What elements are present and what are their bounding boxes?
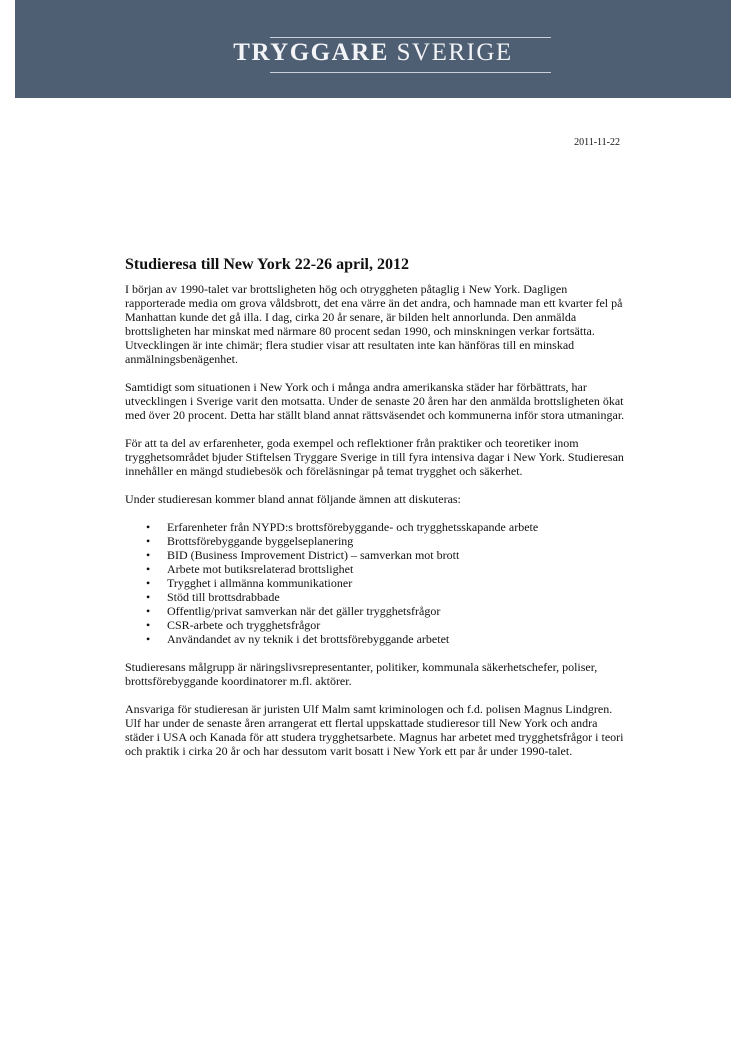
list-item xyxy=(146,548,625,562)
document-date: 2011-11-22 xyxy=(574,137,620,148)
header-banner xyxy=(15,0,731,98)
list-item-text: Stöd till brottsdrabbade xyxy=(167,590,280,604)
list-item-text: CSR-arbete och trygghetsfrågor xyxy=(167,618,321,632)
bullet-icon: • xyxy=(146,604,151,618)
list-item-text: BID (Business Improvement District) – samverkan mot brott xyxy=(167,548,460,562)
list-item xyxy=(146,618,625,632)
list-item xyxy=(146,604,625,618)
list-item xyxy=(146,520,625,534)
paragraph-organizers: Ansvariga för studieresan är juristen Ulf Malm samt kriminologen och f.d. polisen Magnus Lindgren. Ulf har under de senaste åren arrangerat ett flertal uppskattade studieresor till New York och andra städer i USA och Kanada för att studera trygghetsarbete. Magnus har arbetet med trygghetsfrågor i teori och praktik i cirka 20 år och har dessutom varit bosatt i New York ett par år under 1990-talet. xyxy=(125,702,624,758)
document-body xyxy=(125,255,625,772)
list-item xyxy=(146,590,625,604)
brand-word-light: SVERIGE xyxy=(396,39,513,66)
bullet-icon: • xyxy=(146,618,151,632)
list-item-text: Användandet av ny teknik i det brottsförebyggande arbetet xyxy=(167,632,450,646)
list-item xyxy=(146,576,625,590)
bullet-icon: • xyxy=(146,534,151,548)
bullet-icon: • xyxy=(146,590,151,604)
document-title: Studieresa till New York 22-26 april, 2012 xyxy=(125,256,409,273)
list-item-text: Offentlig/privat samverkan när det gäller trygghetsfrågor xyxy=(167,604,441,618)
paragraph-intro: I början av 1990-talet var brottsligheten hög och otryggheten påtaglig i New York. Dagligen rapporterade media om grova våldsbrott, det ena värre än det andra, och hamnade man ett kvarter fel på Manhattan kunde det gå illa. I dag, cirka 20 år senare, är bilden helt annorlunda. Den anmälda brottsligheten har minskat med närmare 80 procent sedan 1990, och minskningen verkar fortsätta. Utvecklingen är inte chimär; flera studier visar att resultaten inte kan hänföras till en minskad anmälningsbenägenhet. xyxy=(125,282,623,366)
brand-rule-top xyxy=(270,37,551,38)
list-item-text: Arbete mot butiksrelaterad brottslighet xyxy=(167,562,354,576)
paragraph-invitation: För att ta del av erfarenheter, goda exempel och reflektioner från praktiker och teoretiker inom trygghetsområdet bjuder Stiftelsen Tryggare Sverige in till fyra intensiva dagar i New York. Studieresan innehåller en mängd studiebesök och föreläsningar på temat trygghet och säkerhet. xyxy=(125,436,624,478)
bullet-icon: • xyxy=(146,548,151,562)
bullet-icon: • xyxy=(146,520,151,534)
paragraph-target-group: Studieresans målgrupp är näringslivsrepresentanter, politiker, kommunala säkerhetschefer, poliser, brottsförebyggande koordinatorer m.fl. aktörer. xyxy=(125,660,598,688)
list-item-text: Trygghet i allmänna kommunikationer xyxy=(167,576,353,590)
brand-word-strong: TRYGGARE xyxy=(233,39,389,66)
topic-list xyxy=(125,520,625,646)
bullet-icon: • xyxy=(146,562,151,576)
brand-rule-bottom xyxy=(270,72,551,73)
bullet-icon: • xyxy=(146,576,151,590)
list-item-text: Brottsförebyggande byggelseplanering xyxy=(167,534,354,548)
list-item xyxy=(146,534,625,548)
brand-logo xyxy=(15,40,731,65)
list-item xyxy=(146,632,625,646)
list-item xyxy=(146,562,625,576)
bullet-icon: • xyxy=(146,632,151,646)
paragraph-sweden: Samtidigt som situationen i New York och i många andra amerikanska städer har förbättrats, har utvecklingen i Sverige varit den motsatta. Under de senaste 20 åren har den anmälda brottsligheten ökat med över 20 procent. Detta har ställt bland annat rättsväsendet och kommunerna inför stora utmaningar. xyxy=(125,380,625,422)
paragraph-topics-intro: Under studieresan kommer bland annat följande ämnen att diskuteras: xyxy=(125,492,461,506)
list-item-text: Erfarenheter från NYPD:s brottsförebyggande- och trygghetsskapande arbete xyxy=(167,520,539,534)
